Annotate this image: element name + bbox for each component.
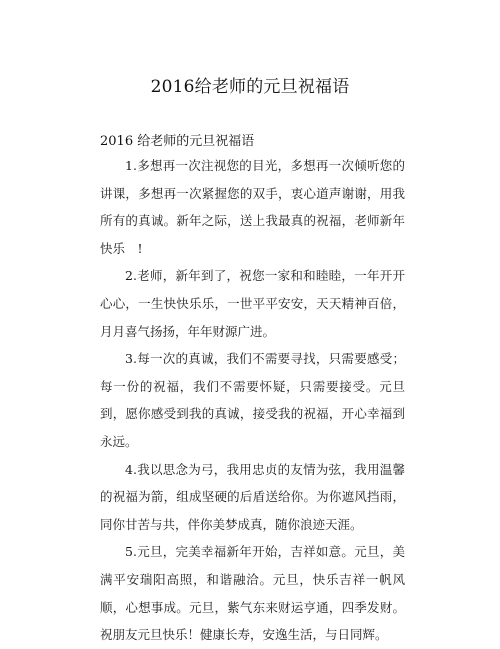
document-subtitle: 2016 给老师的元旦祝福语 xyxy=(100,134,255,149)
document-title: 2016给老师的元旦祝福语 xyxy=(150,77,350,97)
document-body xyxy=(100,152,405,649)
paragraph-2: 2.老师，新年到了，祝您一家和和睦睦，一年开开心心，一生快快乐乐，一世平平安安，天天精神百倍，月月喜气扬扬，年年财源广进。 xyxy=(100,268,405,339)
paragraph-5: 5.元旦，完美幸福新年开始，吉祥如意。元旦，美满平安瑞阳高照，和谐融洽。元旦，快乐吉祥一帆风顺，心想事成。元旦，紫气东来财运亨通，四季发财。祝朋友元旦快乐！健康长寿，安逸生活，与日同辉。 xyxy=(100,544,405,643)
paragraph-1: 1.多想再一次注视您的目光，多想再一次倾听您的讲课，多想再一次紧握您的双手，衷心道声谢谢，用我所有的真诚。新年之际，送上我最真的祝福，老师新年快乐 ! xyxy=(100,158,405,256)
paragraph-3: 3.每一次的真诚，我们不需要寻找，只需要感受；每一份的祝福，我们不需要怀疑，只需要接受。元旦到，愿你感受到我的真诚，接受我的祝福，开心幸福到永远。 xyxy=(100,351,405,449)
paragraph-4: 4.我以思念为弓，我用忠贞的友情为弦，我用温馨的祝福为箭，组成坚硬的后盾送给你。为你遮风挡雨，同你甘苦与共，伴你美梦成真，随你浪迹天涯。 xyxy=(100,461,405,532)
